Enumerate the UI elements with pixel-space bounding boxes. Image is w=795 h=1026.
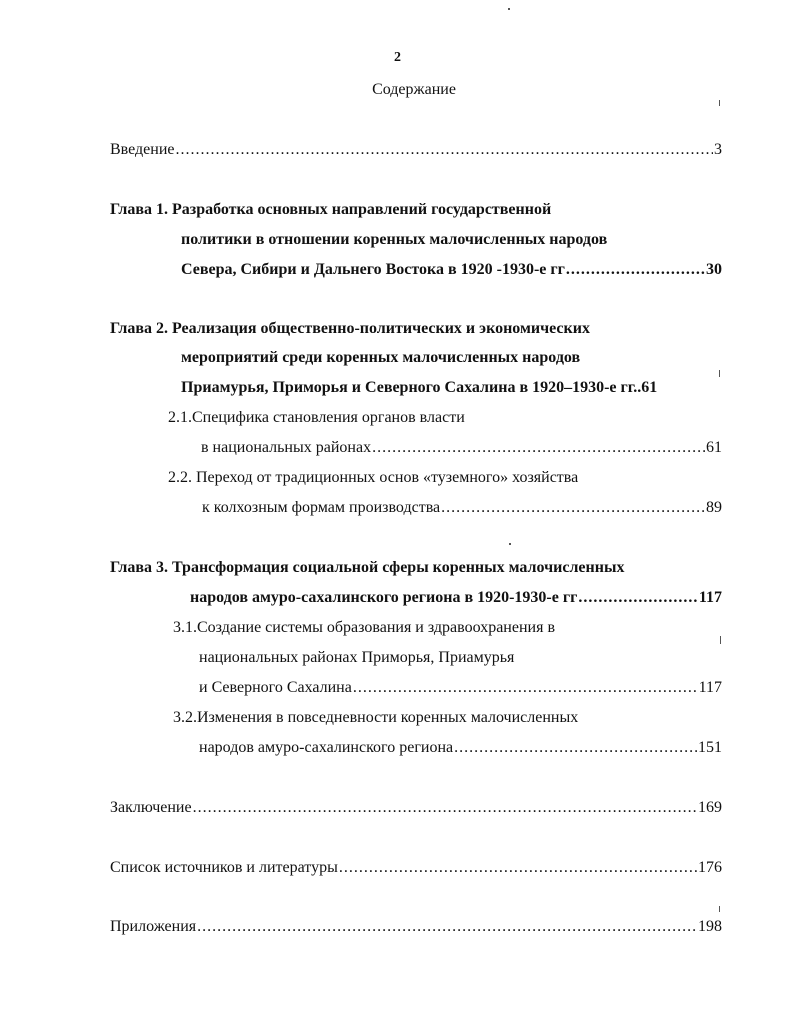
- toc-entry-ch2: [181, 379, 722, 397]
- scan-speck: [720, 636, 721, 644]
- dot-leader: [193, 799, 697, 817]
- toc-ch2-s2-line1: 2.2. Переход от традиционных основ «туземного» хозяйства: [168, 469, 579, 486]
- toc-ch2-line1: Глава 2. Реализация общественно-политических и экономических: [110, 320, 590, 337]
- toc-ch2-s1-page: 61: [706, 439, 722, 456]
- dot-leader: [372, 439, 705, 457]
- toc-conclusion-label: Заключение: [110, 799, 192, 816]
- page-number: 2: [394, 50, 401, 65]
- toc-ch3-line2: народов амуро-сахалинского региона в 1920-1930-е гг: [190, 589, 578, 606]
- toc-ch3-line1: Глава 3. Трансформация социальной сферы коренных малочисленных: [110, 559, 625, 576]
- scan-speck: [508, 8, 510, 10]
- scan-speck: [509, 543, 511, 545]
- toc-ch3-s2-line1: 3.2.Изменения в повседневности коренных малочисленных: [173, 709, 579, 726]
- toc-entry-ch1: [181, 261, 722, 279]
- toc-entry-ch3: [190, 589, 722, 607]
- scan-speck: [719, 370, 720, 377]
- toc-ch1-line2: политики в отношении коренных малочисленных народов: [181, 231, 608, 248]
- scan-speck: [719, 906, 720, 912]
- dot-leader: [197, 918, 697, 936]
- toc-intro-page: 3: [714, 141, 722, 158]
- toc-ch3-s1-line1: 3.1.Создание системы образования и здравоохранения в: [173, 619, 555, 636]
- toc-ch1-line1: Глава 1. Разработка основных направлений государственной: [110, 201, 552, 218]
- dot-leader: [454, 739, 697, 757]
- dot-leader: [353, 679, 698, 697]
- toc-ch2-s1-line1: 2.1.Специфика становления органов власти: [168, 409, 465, 426]
- toc-ch2-s1-line2: в национальных районах: [201, 439, 372, 456]
- dot-leader: [578, 589, 698, 607]
- toc-ch1-line3: Севера, Сибири и Дальнего Востока в 1920 -1930-е гг: [181, 261, 565, 278]
- toc-appendix-page: 198: [698, 918, 722, 935]
- dot-leader: [441, 499, 705, 517]
- toc-intro-label: Введение: [110, 141, 175, 158]
- toc-entry-ch2-s2: [202, 499, 722, 517]
- toc-entry-ch3-s2: [199, 739, 722, 757]
- toc-entry-appendix: [110, 918, 722, 936]
- toc-entry-conclusion: [110, 799, 722, 817]
- toc-ch3-s2-page: 151: [698, 739, 722, 756]
- toc-sources-label: Список источников и литературы: [110, 859, 338, 876]
- scan-speck: [719, 100, 720, 106]
- dot-leader: [566, 261, 705, 279]
- toc-ch3-s1-page: 117: [698, 679, 722, 696]
- toc-ch3-page: 117: [698, 589, 722, 606]
- toc-entry-ch3-s1: [199, 679, 722, 697]
- page-title: Содержание: [372, 81, 456, 98]
- dot-leader: [176, 141, 714, 159]
- toc-ch1-page: 30: [706, 261, 722, 278]
- toc-conclusion-page: 169: [698, 799, 722, 816]
- toc-entry-ch2-s1: [201, 439, 722, 457]
- toc-ch2-line2: мероприятий среди коренных малочисленных народов: [181, 349, 581, 366]
- dot-leader: [339, 859, 697, 877]
- toc-ch2-page: 61: [641, 379, 658, 396]
- toc-ch2-s2-line2: к колхозным формам производства: [202, 499, 441, 516]
- toc-entry-intro: [110, 141, 722, 159]
- toc-appendix-label: Приложения: [110, 918, 197, 935]
- toc-entry-sources: [110, 859, 722, 877]
- toc-ch2-line3: Приамурья, Приморья и Северного Сахалина в 1920–1930-е гг..: [181, 379, 642, 396]
- toc-ch2-s2-page: 89: [706, 499, 722, 516]
- toc-ch3-s1-line2: национальных районах Приморья, Приамурья: [199, 649, 515, 666]
- toc-sources-page: 176: [698, 859, 722, 876]
- toc-ch3-s2-line2: народов амуро-сахалинского региона: [199, 739, 454, 756]
- toc-ch3-s1-line3: и Северного Сахалина: [199, 679, 352, 696]
